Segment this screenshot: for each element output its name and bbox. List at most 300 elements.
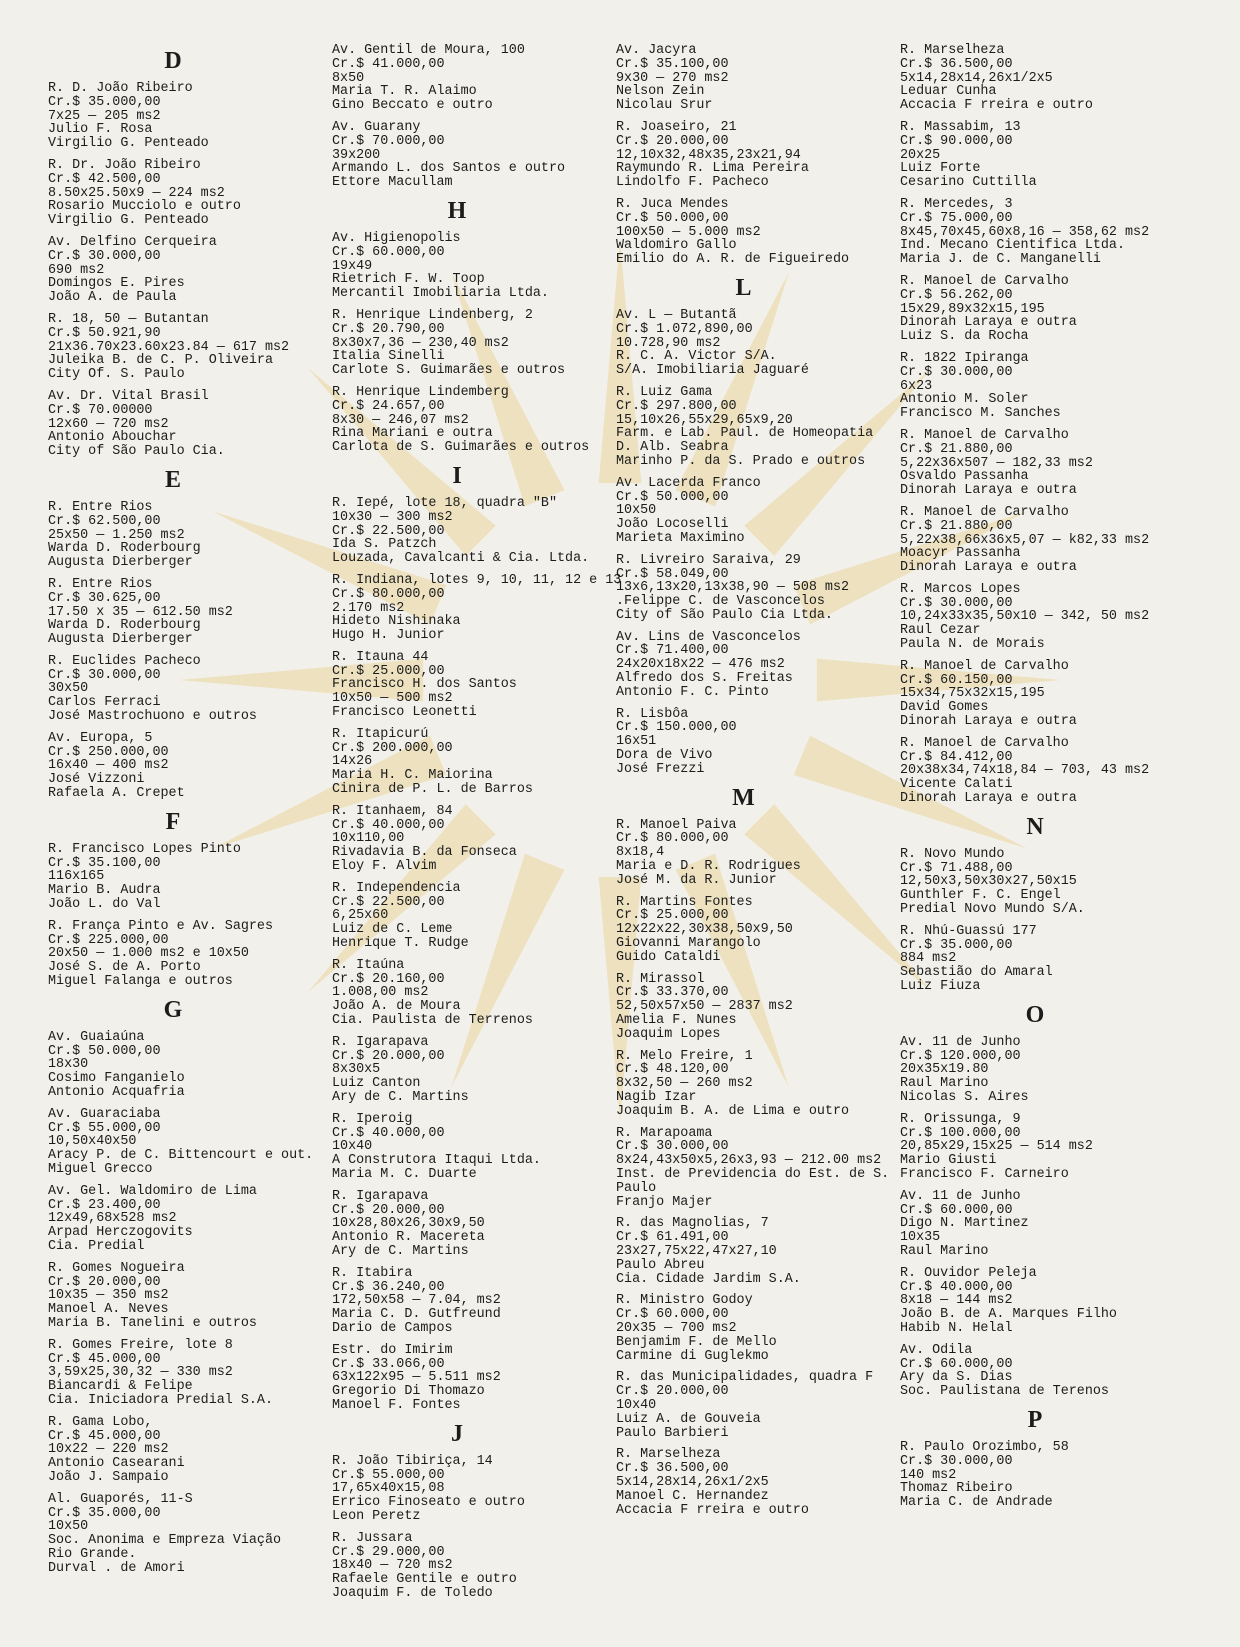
entry-line: Cr.$ 75.000,00 (900, 210, 1013, 226)
entry-line: Cr.$ 33.370,00 (616, 985, 729, 1001)
entry-line: Cr.$ 150.000,00 (616, 720, 737, 736)
listing-entry (616, 1127, 891, 1210)
entry-line: 6,25x60 (332, 908, 389, 924)
section-letter: E (164, 466, 181, 493)
entry-line: Julio F. Rosa (48, 122, 153, 138)
entry-line: Marieta Maximino (616, 530, 745, 546)
entry-line: Dinorah Laraya e outra (900, 315, 1077, 331)
entry-line: Mercantil Imobiliaria Ltda. (332, 286, 549, 302)
entry-line: 12x49,68x528 ms2 (48, 1211, 177, 1227)
entry-line: Joaquim B. A. de Lima e outro (616, 1103, 850, 1119)
listing-entry (616, 477, 891, 546)
entry-address: R. Entre Rios (48, 576, 153, 592)
entry-line: 10x30 — 300 ms2 (332, 509, 453, 525)
entry-line: City Of. S. Paulo (48, 367, 185, 383)
entry-line: Habib N. Helal (900, 1320, 1013, 1336)
entry-line: David Gomes (900, 700, 989, 716)
entry-line: Biancardi & Felipe (48, 1379, 193, 1395)
entry-address: Estr. do Imirim (332, 1342, 453, 1358)
entry-line: Luiz Forte (900, 161, 981, 177)
entry-line: Domingos E. Pires (48, 276, 185, 292)
entry-line: Francisco H. dos Santos (332, 677, 517, 693)
entry-line: 1.008,00 ms2 (332, 985, 429, 1001)
entry-line: Cr.$ 41.000,00 (332, 56, 445, 72)
entry-line: Cr.$ 71.488,00 (900, 860, 1013, 876)
listing-entry (332, 1532, 602, 1601)
entry-line: Amelia F. Nunes (616, 1013, 737, 1029)
entry-address: R. Itauna 44 (332, 649, 429, 665)
listing-entry (616, 1294, 891, 1363)
entry-address: R. Martins Fontes (616, 894, 753, 910)
entry-line: 8x32,50 — 260 ms2 (616, 1076, 753, 1092)
entry-line: Cr.$ 20.000,00 (48, 1274, 161, 1290)
section-letter: F (165, 808, 181, 835)
entry-address: R. Igarapava (332, 1188, 429, 1204)
entry-address: Av. Higienopolis (332, 230, 461, 246)
entry-address: R. 1822 Ipiranga (900, 350, 1029, 366)
listing-entry (616, 121, 891, 190)
entry-address: R. Marselheza (616, 1447, 721, 1463)
entry-address: Av. Odila (900, 1342, 973, 1358)
entry-line: Ary da S. Dias (900, 1370, 1013, 1386)
column-1 (48, 44, 318, 1584)
entry-address: R. Francisco Lopes Pinto (48, 841, 241, 857)
entry-line: Raul Marino (900, 1243, 989, 1259)
entry-line: Cr.$ 200.000,00 (332, 740, 453, 756)
entry-line: 20,85x29,15x25 — 514 ms2 (900, 1139, 1093, 1155)
entry-line: Cr.$ 40.000,00 (900, 1279, 1013, 1295)
entry-line: Cr.$ 24.657,00 (332, 398, 445, 414)
entry-line: A Construtora Itaqui Ltda. (332, 1153, 541, 1169)
entry-line: Cr.$ 61.491,00 (616, 1230, 729, 1246)
entry-line: Maria C. de Andrade (900, 1495, 1053, 1511)
entry-line: 5x14,28x14,26x1/2x5 (900, 70, 1053, 86)
listing-entry (900, 198, 1190, 267)
entry-line: João A. de Paula (48, 290, 177, 306)
entry-line: 8x18 — 144 ms2 (900, 1293, 1013, 1309)
entry-line: 12,10x32,48x35,23x21,94 (616, 147, 801, 163)
entry-line: Cr.$ 20.000,00 (332, 1202, 445, 1218)
entry-line: Lindolfo F. Pacheco (616, 175, 769, 191)
entry-line: Cr.$ 60.000,00 (900, 1202, 1013, 1218)
listing-entry (48, 843, 318, 912)
entry-line: Digo N. Martinez (900, 1216, 1029, 1232)
entry-line: Louzada, Cavalcanti & Cia. Ltda. (332, 551, 590, 567)
listing-entry (900, 660, 1190, 729)
listing-entry (900, 121, 1190, 190)
entry-line: Cr.$ 71.400,00 (616, 643, 729, 659)
column-2 (332, 43, 622, 1609)
listing-entry (332, 121, 602, 190)
entry-line: Dinorah Laraya e outra (900, 791, 1077, 807)
listing-entry (616, 386, 891, 469)
entry-address: R. Manoel de Carvalho (900, 427, 1069, 443)
entry-line: Maria C. D. Gutfreund (332, 1307, 501, 1323)
entry-line: Miguel Falanga e outros (48, 974, 233, 990)
entry-line: Carlos Ferraci (48, 695, 161, 711)
entry-line: Antonio Acquafria (48, 1085, 185, 1101)
listing-entry (332, 805, 602, 874)
entry-line: Rina Mariani e outra (332, 426, 493, 442)
entry-address: R. França Pinto e Av. Sagres (48, 918, 273, 934)
entry-line: Nelson Zein (616, 84, 705, 100)
listing-entry (332, 386, 602, 455)
entry-line: Luiz S. da Rocha (900, 329, 1029, 345)
entry-address: R. Independencia (332, 880, 461, 896)
entry-address: R. Entre Rios (48, 499, 153, 515)
entry-line: Cr.$ 20.000,00 (616, 133, 729, 149)
entry-line: Waldomiro Gallo (616, 238, 737, 254)
entry-line: Cr.$ 56.262,00 (900, 287, 1013, 303)
entry-address: R. Nhú-Guassú 177 (900, 923, 1037, 939)
entry-line: Cesarino Cuttilla (900, 175, 1037, 191)
listing-entry (48, 1416, 318, 1485)
entry-line: 12x22x22,30x38,50x9,50 (616, 922, 793, 938)
entry-address: R. Henrique Lindenberg, 2 (332, 307, 533, 323)
entry-line: Emilio do A. R. de Figueiredo (616, 252, 850, 268)
listing-entry (616, 1371, 891, 1440)
entry-line: 5x14,28x14,26x1/2x5 (616, 1474, 769, 1490)
entry-line: Alfredo dos S. Freitas (616, 671, 793, 687)
section-letter: L (735, 274, 752, 301)
entry-line: Rietrich F. W. Toop (332, 272, 485, 288)
listing-entry (48, 1493, 318, 1576)
entry-line: 2.170 ms2 (332, 600, 405, 616)
section-letter: H (447, 197, 467, 224)
column-3 (616, 44, 891, 1525)
entry-line: Ind. Mecano Cientifica Ltda. (900, 238, 1125, 254)
entry-line: Cia. Paulista de Terrenos (332, 1013, 533, 1029)
entry-line: 20x38x34,74x18,84 — 703, 43 ms2 (900, 763, 1150, 779)
entry-address: Av. Delfino Cerqueira (48, 234, 217, 250)
listing-entry (332, 651, 602, 720)
entry-line: Mario B. Audra (48, 883, 161, 899)
listing-entry (616, 1448, 891, 1517)
entry-line: Cr.$ 25.000,00 (332, 663, 445, 679)
entry-line: Dora de Vivo (616, 748, 713, 764)
entry-line: João Locoselli (616, 517, 729, 533)
listing-entry (48, 1031, 318, 1100)
entry-line: Cr.$ 297.800,00 (616, 398, 737, 414)
listing-entry (616, 708, 891, 777)
entry-line: Italia Sinelli (332, 349, 445, 365)
entry-line: Cr.$ 22.500,00 (332, 523, 445, 539)
listing-entry (48, 313, 318, 382)
entry-address: R. Dr. João Ribeiro (48, 157, 201, 173)
entry-line: Cr.$ 35.100,00 (48, 855, 161, 871)
entry-line: Joaquim Lopes (616, 1026, 721, 1042)
entry-address: R. Melo Freire, 1 (616, 1048, 753, 1064)
entry-line: Cr.$ 36.240,00 (332, 1279, 445, 1295)
listing-entry (900, 1190, 1190, 1259)
entry-line: 30x50 (48, 681, 89, 697)
listing-entry (332, 572, 622, 644)
entry-line: Cr.$ 80.000,00 (332, 586, 445, 602)
listing-entry (48, 920, 318, 989)
listing-entry (48, 1185, 318, 1254)
entry-line: João L. do Val (48, 897, 161, 913)
entry-line: Cr.$ 55.000,00 (48, 1120, 161, 1136)
entry-line: José Vizzoni (48, 772, 145, 788)
entry-line: Cr.$ 35.000,00 (900, 937, 1013, 953)
entry-line: 18x40 — 720 ms2 (332, 1558, 453, 1574)
entry-line: Cr.$ 84.412,00 (900, 749, 1013, 765)
entry-line: 10.728,90 ms2 (616, 335, 721, 351)
entry-line: Cr.$ 30.000,00 (48, 667, 161, 683)
entry-address: Av. 11 de Junho (900, 1034, 1021, 1050)
entry-address: R. Ouvidor Peleja (900, 1265, 1037, 1281)
entry-line: Ettore Macullam (332, 175, 453, 191)
entry-line: Cia. Cidade Jardim S.A. (616, 1271, 801, 1287)
entry-line: 8x18,4 (616, 845, 665, 861)
entry-line: 14x26 (332, 754, 373, 770)
entry-address: Av. Europa, 5 (48, 730, 153, 746)
entry-line: Osvaldo Passanha (900, 469, 1029, 485)
entry-line: Cr.$ 60.000,00 (616, 1307, 729, 1323)
entry-line: Antonio F. C. Pinto (616, 684, 769, 700)
entry-line: Cr.$ 23.400,00 (48, 1197, 161, 1213)
entry-line: 15x29,89x32x15,195 (900, 301, 1045, 317)
entry-address: R. Manoel de Carvalho (900, 658, 1069, 674)
entry-address: R. Novo Mundo (900, 846, 1005, 862)
entry-line: Marinho P. da S. Prado e outros (616, 453, 866, 469)
entry-address: R. das Magnolias, 7 (616, 1216, 769, 1232)
entry-address: R. Marselheza (900, 43, 1005, 58)
entry-line: 9x30 — 270 ms2 (616, 70, 729, 86)
entry-address: R. Paulo Orozimbo, 58 (900, 1439, 1069, 1455)
entry-line: Armando L. dos Santos e outro (332, 161, 566, 177)
listing-entry (900, 583, 1190, 652)
listing-entry (616, 309, 891, 378)
listing-entry (900, 1344, 1190, 1399)
entry-line: Ary de C. Martins (332, 1090, 469, 1105)
listing-entry (900, 1267, 1190, 1336)
listing-entry (900, 44, 1190, 113)
entry-line: 20x25 (900, 147, 941, 163)
entry-line: 15,10x26,55x29,65x9,20 (616, 412, 793, 428)
entry-line: Cia. Predial (48, 1238, 145, 1254)
entry-line: 690 ms2 (48, 262, 105, 278)
entry-address: R. Mercedes, 3 (900, 196, 1013, 212)
entry-address: R. das Municipalidades, quadra F (616, 1370, 874, 1386)
entry-address: R. 18, 50 — Butantan (48, 311, 209, 327)
entry-line: 8x30x5 (332, 1062, 381, 1078)
entry-line: 17.50 x 35 — 612.50 ms2 (48, 604, 233, 620)
entry-line: Cr.$ 40.000,00 (332, 1125, 445, 1141)
listing-entry (616, 896, 891, 965)
listing-entry (332, 1190, 602, 1259)
entry-line: Guido Cataldi (616, 949, 721, 965)
entry-address: R. João Tibiriça, 14 (332, 1453, 493, 1469)
listing-entry (900, 352, 1190, 421)
entry-line: Moacyr Passanha (900, 546, 1021, 562)
entry-line: Cosimo Fanganielo (48, 1071, 185, 1087)
entry-line: Cr.$ 20.790,00 (332, 321, 445, 337)
entry-address: Av. Guaraciaba (48, 1106, 161, 1122)
entry-line: 16x51 (616, 734, 657, 750)
entry-line: 12x60 — 720 ms2 (48, 416, 169, 432)
entry-line: 24x20x18x22 — 476 ms2 (616, 657, 785, 673)
column-4 (900, 44, 1190, 1518)
entry-line: Durval . de Amori (48, 1560, 185, 1576)
entry-address: R. Gomes Nogueira (48, 1260, 185, 1276)
listing-entry (48, 1339, 318, 1408)
entry-line: Predial Novo Mundo S/A. (900, 902, 1085, 918)
entry-address: Av. 11 de Junho (900, 1188, 1021, 1204)
entry-line: Luiz de C. Leme (332, 922, 453, 938)
listing-entry (900, 429, 1190, 498)
entry-address: R. Manoel de Carvalho (900, 273, 1069, 289)
entry-address: R. Itaúna (332, 957, 405, 973)
entry-line: Leon Peretz (332, 1508, 421, 1524)
section-letter: P (1027, 1406, 1043, 1433)
entry-line: 8x30 — 246,07 ms2 (332, 412, 469, 428)
entry-line: Aracy P. de C. Bittencourt e out. (48, 1148, 314, 1164)
entry-line: City of São Paulo Cia Ltda. (616, 607, 833, 623)
entry-line: Francisco Leonetti (332, 705, 477, 721)
entry-line: Hugo H. Junior (332, 628, 445, 644)
entry-line: Gregorio Di Thomazo (332, 1384, 485, 1400)
section-letter: J (451, 1420, 463, 1447)
listing-entry (48, 501, 318, 570)
entry-line: 20x50 — 1.000 ms2 e 10x50 (48, 946, 249, 962)
entry-line: Miguel Grecco (48, 1162, 153, 1177)
entry-address: R. Manoel de Carvalho (900, 504, 1069, 520)
entry-line: Cr.$ 80.000,00 (616, 831, 729, 847)
entry-line: 172,50x58 — 7.04, ms2 (332, 1293, 501, 1309)
listing-entry (900, 925, 1190, 994)
entry-line: Benjamim F. de Mello (616, 1334, 777, 1350)
listing-entry (900, 737, 1190, 806)
entry-line: Paulo Abreu (616, 1257, 705, 1273)
listing-entry (900, 1113, 1190, 1182)
entry-line: Antonio M. Soler (900, 392, 1029, 408)
entry-line: Carmine di Guglekmo (616, 1348, 769, 1364)
entry-line: 52,50x57x50 — 2837 ms2 (616, 999, 793, 1015)
entry-line: Augusta Dierberger (48, 632, 193, 648)
entry-line: Maria J. de C. Manganelli (900, 252, 1101, 268)
entry-line: Virgilio G. Penteado (48, 136, 209, 152)
entry-line: Cr.$ 30.000,00 (900, 595, 1013, 611)
entry-line: Francisco F. Carneiro (900, 1166, 1069, 1182)
listing-entry (48, 732, 318, 801)
entry-line: 15x34,75x32x15,195 (900, 686, 1045, 702)
entry-line: Dario de Campos (332, 1320, 453, 1336)
entry-line: 10x50 — 500 ms2 (332, 691, 453, 707)
entry-address: R. Indiana, lotes 9, 10, 11, 12 e 13 (332, 572, 622, 588)
entry-line: Maria H. C. Maiorina (332, 768, 493, 784)
entry-address: R. Luiz Gama (616, 384, 713, 400)
entry-line: Nagib Izar (616, 1090, 697, 1105)
entry-line: Cr.$ 35.000,00 (48, 94, 161, 110)
entry-line: 884 ms2 (900, 951, 957, 967)
entry-address: R. Marcos Lopes (900, 581, 1021, 597)
entry-line: Augusta Dierberger (48, 555, 193, 571)
entry-line: R. C. A. Victor S/A. (616, 349, 777, 365)
entry-line: 8x50 (332, 70, 365, 86)
entry-line: Cr.$ 50.000,00 (616, 210, 729, 226)
listing-entry (616, 1050, 891, 1119)
entry-line: 39x200 (332, 147, 381, 163)
entry-line: Manoel A. Neves (48, 1302, 169, 1318)
entry-line: Maria M. C. Duarte (332, 1166, 477, 1182)
entry-line: Soc. Anonima e Empreza Viação (48, 1533, 282, 1549)
entry-line: 63x122x95 — 5.511 ms2 (332, 1370, 501, 1386)
entry-line: Cr.$ 50.921,90 (48, 325, 161, 341)
entry-line: 5,22x38,66x36x5,07 — k82,33 ms2 (900, 532, 1150, 548)
entry-address: R. Gama Lobo, (48, 1414, 153, 1430)
entry-line: 25x50 — 1.250 ms2 (48, 527, 185, 543)
entry-line: Warda D. Roderbourg (48, 541, 201, 557)
entry-address: R. Gomes Freire, lote 8 (48, 1337, 233, 1353)
entry-line: 13x6,13x20,13x38,90 — 508 ms2 (616, 580, 850, 596)
entry-line: Cr.$ 35.000,00 (48, 1505, 161, 1521)
listing-entry (332, 1036, 602, 1105)
entry-line: 6x23 (900, 378, 933, 394)
entry-line: Cr.$ 48.120,00 (616, 1062, 729, 1078)
entry-line: Cr.$ 40.000,00 (332, 817, 445, 833)
entry-line: Cr.$ 21.880,00 (900, 518, 1013, 534)
entry-line: 7x25 — 205 ms2 (48, 108, 161, 124)
entry-line: 116x165 (48, 869, 105, 885)
entry-line: Warda D. Roderbourg (48, 618, 201, 634)
entry-line: Francisco M. Sanches (900, 406, 1061, 422)
entry-address: R. Orissunga, 9 (900, 1111, 1021, 1127)
entry-line: José Mastrochuono e outros (48, 709, 257, 725)
entry-address: Av. Gentil de Moura, 100 (332, 43, 525, 58)
entry-line: Rio Grande. (48, 1546, 137, 1562)
entry-line: Dinorah Laraya e outra (900, 560, 1077, 576)
entry-line: Henrique T. Rudge (332, 936, 469, 952)
entry-line: Leduar Cunha (900, 84, 997, 100)
entry-address: R. Massabim, 13 (900, 119, 1021, 135)
entry-address: Av. L — Butantã (616, 307, 737, 323)
entry-line: Inst. de Previdencia do Est. de S. (616, 1166, 890, 1182)
entry-line: Rafaela A. Crepet (48, 786, 185, 802)
listing-entry (332, 309, 602, 378)
listing-entry (616, 631, 891, 700)
entry-line: Cr.$ 50.000,00 (616, 489, 729, 505)
entry-line: Cr.$ 1.072,890,00 (616, 321, 753, 337)
entry-address: R. Iepé, lote 18, quadra "B" (332, 495, 557, 511)
entry-line: Manoel F. Fontes (332, 1397, 461, 1413)
entry-address: Av. Lacerda Franco (616, 475, 761, 491)
entry-line: 20x35x19.80 (900, 1062, 989, 1078)
entry-line: Gunthler F. C. Engel (900, 888, 1061, 904)
listing-entry (332, 959, 602, 1028)
entry-line: Vicente Calati (900, 777, 1013, 793)
entry-line: 140 ms2 (900, 1467, 957, 1483)
entry-line: 10x22 — 220 ms2 (48, 1442, 169, 1458)
listing-entry (332, 497, 602, 566)
entry-address: R. Mirassol (616, 971, 705, 987)
entry-line: Cr.$ 62.500,00 (48, 513, 161, 529)
entry-line: Luiz A. de Gouveia (616, 1411, 761, 1427)
entry-line: Ary de C. Martins (332, 1243, 469, 1259)
entry-address: R. Henrique Lindemberg (332, 384, 509, 400)
entry-line: João B. de A. Marques Filho (900, 1307, 1117, 1323)
entry-line: Cr.$ 29.000,00 (332, 1544, 445, 1560)
entry-line: Cr.$ 45.000,00 (48, 1351, 161, 1367)
entry-line: Cr.$ 42.500,00 (48, 171, 161, 187)
entry-address: Av. Gel. Waldomiro de Lima (48, 1183, 257, 1199)
entry-line: 10x40 (616, 1397, 657, 1413)
entry-address: Av. Lins de Vasconcelos (616, 629, 801, 645)
entry-line: Cr.$ 36.500,00 (900, 56, 1013, 72)
entry-line: 16x40 — 400 ms2 (48, 758, 169, 774)
entry-address: R. Livreiro Saraiva, 29 (616, 552, 801, 568)
entry-line: Raul Cezar (900, 623, 981, 639)
